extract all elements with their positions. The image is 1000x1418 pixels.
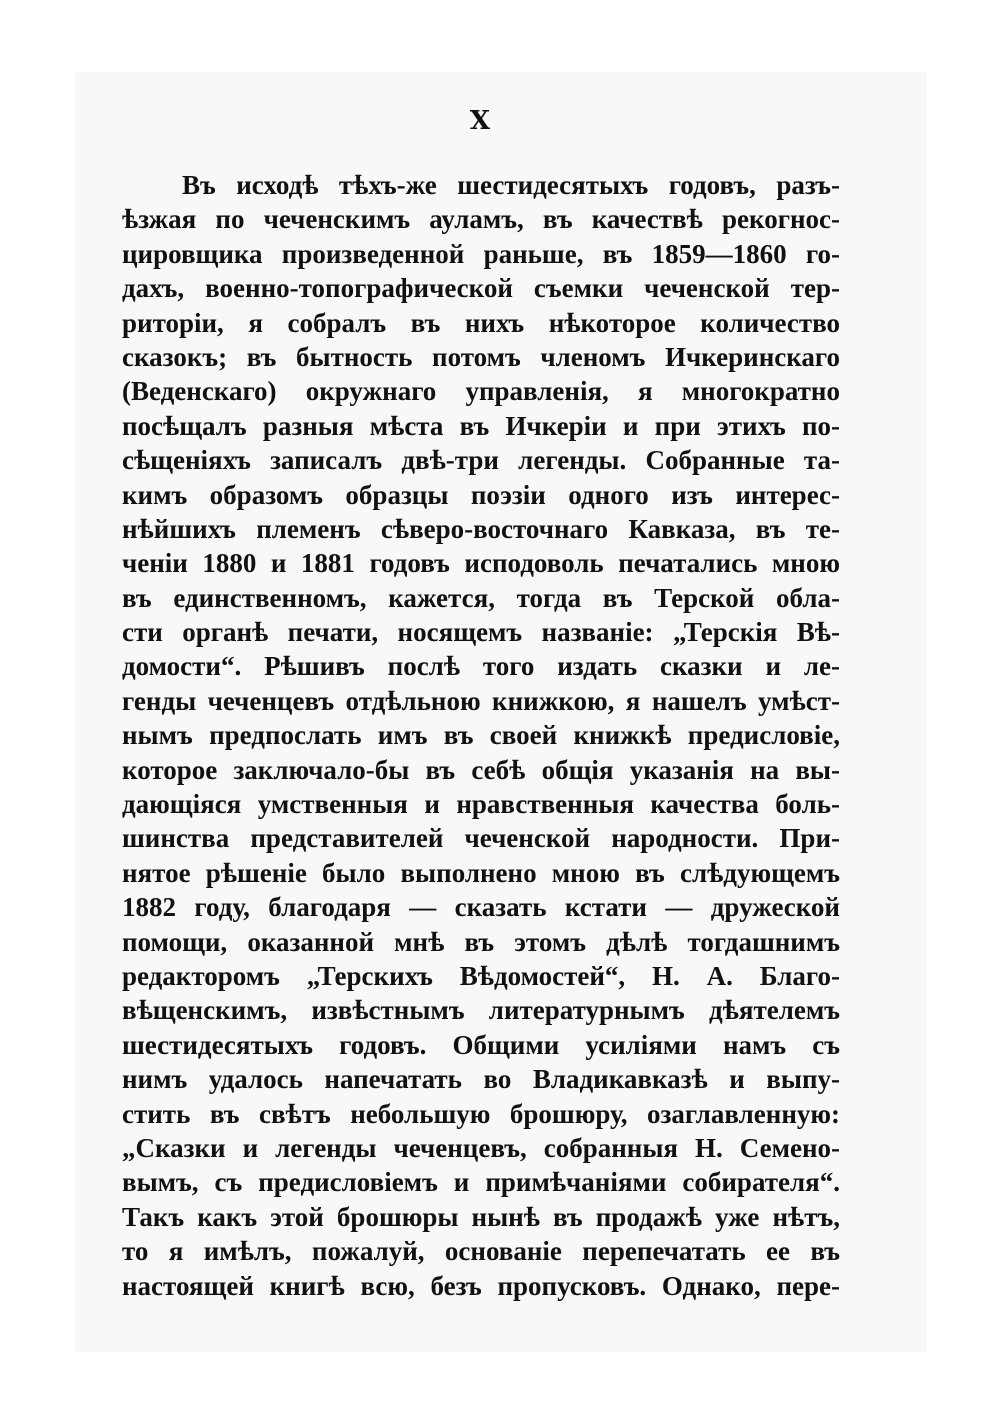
text-line: сѣщеніяхъ записалъ двѣ-три легенды. Собранные та- bbox=[122, 445, 840, 476]
text-line: настоящей книгѣ всю, безъ пропусковъ. Однако, пере- bbox=[122, 1270, 840, 1301]
text-line: дахъ, военно-топографической съемки чеченской тер- bbox=[122, 273, 840, 304]
text-line: ѣзжая по чеченскимъ ауламъ, въ качествѣ рекогнос- bbox=[122, 204, 840, 235]
text-line: цировщика произведенной раньше, въ 1859—1860 го- bbox=[122, 238, 840, 269]
text-line: генды чеченцевъ отдѣльною книжкою, я нашелъ умѣст- bbox=[122, 685, 840, 716]
text-line: „Сказки и легенды чеченцевъ, собранныя Н. Семено- bbox=[122, 1132, 840, 1163]
text-line: помощи, оказанной мнѣ въ этомъ дѣлѣ тогдашнимъ bbox=[122, 926, 840, 957]
paragraph bbox=[122, 168, 840, 1303]
text-line: шестидесятыхъ годовъ. Общими усиліями намъ съ bbox=[122, 1029, 840, 1060]
text-line: то я имѣлъ, пожалуй, основаніе перепечатать ее въ bbox=[122, 1236, 840, 1267]
text-line: вымъ, съ предисловіемъ и примѣчаніями собирателя“. bbox=[122, 1167, 840, 1198]
text-line: которое заключало-бы въ себѣ общія указанія на вы- bbox=[122, 754, 840, 785]
text-line: ченіи 1880 и 1881 годовъ исподоволь печатались мною bbox=[122, 548, 840, 579]
text-line: редакторомъ „Терскихъ Вѣдомостей“, Н. А. Благо- bbox=[122, 960, 840, 991]
text-line: (Веденскаго) окружнаго управленія, я многократно bbox=[122, 376, 840, 407]
text-line: Въ исходѣ тѣхъ-же шестидесятыхъ годовъ, разъ- bbox=[182, 170, 840, 200]
text-line: нимъ удалось напечатать во Владикавказѣ и выпу- bbox=[122, 1064, 840, 1095]
page-number: X bbox=[469, 106, 491, 136]
text-line: домости“. Рѣшивъ послѣ того издать сказки и ле- bbox=[122, 651, 840, 682]
text-line: дающіяся умственныя и нравственныя качества боль- bbox=[122, 789, 840, 820]
text-line: 1882 году, благодаря — сказать кстати — дружеской bbox=[122, 892, 840, 923]
text-line: въ единственномъ, кажется, тогда въ Терской обла- bbox=[122, 582, 840, 613]
text-line: нѣйшихъ племенъ сѣверо-восточнаго Кавказа, въ те- bbox=[122, 513, 840, 544]
text-line: нятое рѣшеніе было выполнено мною въ слѣдующемъ bbox=[122, 857, 840, 888]
text-line: вѣщенскимъ, извѣстнымъ литературнымъ дѣятелемъ bbox=[122, 995, 840, 1026]
text-line: стить въ свѣтъ небольшую брошюру, озаглавленную: bbox=[122, 1098, 840, 1129]
text-line: риторіи, я собралъ въ нихъ нѣкоторое количество bbox=[122, 307, 840, 338]
text-line: посѣщалъ разныя мѣста въ Ичкеріи и при этихъ по- bbox=[122, 410, 840, 441]
text-line: нымъ предпослать имъ въ своей книжкѣ предисловіе, bbox=[122, 720, 840, 751]
text-line: шинства представителей чеченской народности. При- bbox=[122, 823, 840, 854]
text-line: кимъ образомъ образцы поэзіи одного изъ интерес- bbox=[122, 479, 840, 510]
text-line: сти органѣ печати, носящемъ названіе: „Терскія Вѣ- bbox=[122, 617, 840, 648]
text-line: сказокъ; въ бытность потомъ членомъ Ичкеринскаго bbox=[122, 341, 840, 372]
text-line: Такъ какъ этой брошюры нынѣ въ продажѣ уже нѣтъ, bbox=[122, 1201, 840, 1232]
